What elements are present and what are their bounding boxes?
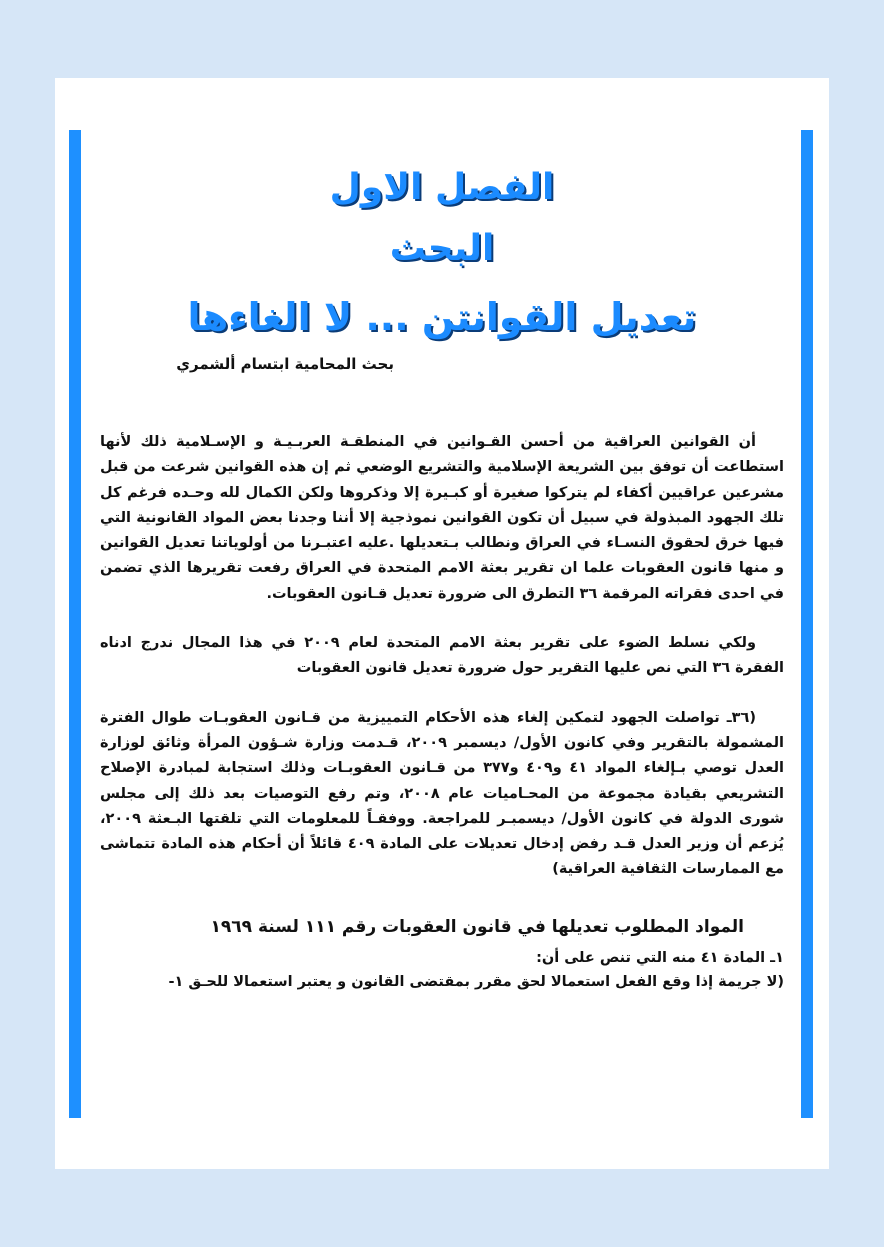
article-41-intro: ١ـ المادة ٤١ منه التي تنص على أن:: [536, 949, 784, 966]
article-41-text: (لا جريمة إذا وقع الفعل استعمالا لحق مقرر بمقتضى القانون و يعتبر استعمالا للحـق ١-: [168, 973, 784, 990]
right-decorative-bar: [801, 130, 813, 1118]
document-content: [100, 160, 784, 993]
body-paragraph-3: (٣٦ـ تواصلت الجهود لتمكين إلغاء هذه الأحكام التمييزية من قـانون العقوبـات طوال الفترة المشمولة بالتقرير وفي كانون الأول/ ديسمبر ٢٠٠٩، قـدمت وزارة شـؤون المرأة وثائق لوزارة العدل توصي بـإلغاء المواد ٤١ و٤٠٩ و٣٧٧ من قـانون العقوبـات وذلك استجابة لمبادرة الإصلاح التشريعي بقيادة مجموعة من المحـاميات عام ٢٠٠٨، وتم رفع التوصيات بعد ذلك إلى مجلس شورى الدولة في كانون الأول/ ديسمبـر للمراجعة. ووفقـاً للمعلومات التي تلقتها البـعثة ٢٠٠٩، يُزعم أن وزير العدل قـد رفض إدخال تعديلات على المادة ٤٠٩ قائلاً أن أحكام هذه المادة تتماشى مع الممارسات الثقافية العراقية): [100, 709, 785, 878]
section-title: البحث: [389, 228, 495, 269]
articles-heading: المواد المطلوب تعديلها في قانون العقوبات رقم ١١١ لسنة ١٩٦٩: [210, 916, 744, 937]
body-paragraph-2: ولكي نسلط الضوء على تقرير بعثة الامم المتحدة لعام ٢٠٠٩ في هذا المجال ندرج ادناه الفقرة ٣٦ التي نص عليها التقرير حول ضرورة تعديل قانون العقوبات: [100, 635, 784, 677]
author-line: بحث المحامية ابتسام ألشمري: [176, 355, 394, 373]
body-paragraph-1: أن القوانين العراقية من أحسن القـوانين في المنطقـة العربـيـة و الإسـلامية ذلك لأنها استطاعت أن توفق بين الشريعة الإسلامية والتشريع الوضعي ثم إن هذه القوانين شرعت من قبل مشرعين عراقيين أكفاء لم يتركوا صغيرة أو كبـيرة إلا وذكروها ولكن الكمال لله وحـده فرغم كل تلك الجهود المبذولة في سبيل أن تكون القوانين نموذجية إلا أننا وجدنا بعض المواد القانونية التي فيها خرق لحقوق النسـاء في العراق ونطالب بـتعديلها .عليه اعتبـرنا من أولوياتنا تعديل القوانين و منها قانون العقوبات علما ان تقرير بعثة الامم المتحدة في العراق رفعت تقريرها الذي تضمن في احدى فقراته المرقمة ٣٦ التطرق الى ضرورة تعديل قـانون العقوبات.: [100, 434, 784, 602]
research-title: تعديل القوانتن ... لا الغاءها: [187, 295, 697, 339]
chapter-title: الفصل الاول: [329, 167, 555, 208]
left-decorative-bar: [69, 130, 81, 1118]
